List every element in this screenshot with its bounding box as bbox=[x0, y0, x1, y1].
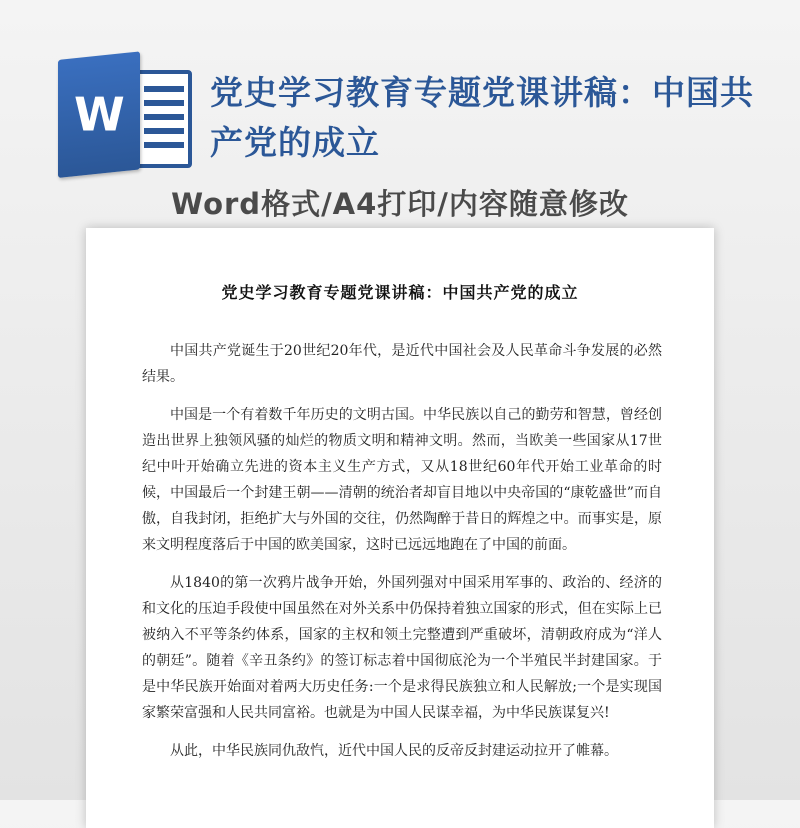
page-subtitle: Word格式/A4打印/内容随意修改 bbox=[171, 187, 629, 221]
paragraph: 中国共产党诞生于20世纪20年代，是近代中国社会及人民革命斗争发展的必然结果。 bbox=[142, 343, 662, 385]
page-title: 党史学习教育专题党课讲稿：中国共产党的成立 bbox=[210, 73, 754, 162]
paragraph: 从1840的第一次鸦片战争开始，外国列强对中国采用军事的、政治的、经济的和文化的压迫手段使中国虽然在对外关系中仍保持着独立国家的形式，但在实际上已被纳入不平等条约体系，国家的主权和领土完整遭到严重破坏，清朝政府成为“洋人的朝廷”。随着《辛丑条约》的签订标志着中国彻底沦为一个半殖民半封建国家。于是中华民族开始面对着两大历史任务:一个是求得民族独立和人民解放;一个是实现国家繁荣富强和人民共同富裕。也就是为中国人民谋幸福，为中华民族谋复兴! bbox=[142, 575, 662, 721]
word-logo-letter: W bbox=[73, 87, 125, 142]
word-logo bbox=[58, 60, 196, 178]
document-page bbox=[86, 228, 714, 828]
document-body bbox=[142, 338, 662, 776]
word-icon bbox=[58, 51, 140, 178]
paragraph: 从此，中华民族同仇敌忾，近代中国人民的反帝反封建运动拉开了帷幕。 bbox=[170, 743, 618, 759]
document-title: 党史学习教育专题党课讲稿：中国共产党的成立 bbox=[221, 283, 579, 302]
paragraph: 中国是一个有着数千年历史的文明古国。中华民族以自己的勤劳和智慧，曾经创造出世界上独领风骚的灿烂的物质文明和精神文明。然而，当欧美一些国家从17世纪中叶开始确立先进的资本主义生产方式，又从18世纪60年代开始工业革命的时候，中国最后一个封建王朝——清朝的统治者却盲目地以中央帝国的“康乾盛世”而自傲，自我封闭，拒绝扩大与外国的交往，仍然陶醉于昔日的辉煌之中。而事实是，原来文明程度落后于中国的欧美国家，这时已远远地跑在了中国的前面。 bbox=[142, 407, 662, 553]
